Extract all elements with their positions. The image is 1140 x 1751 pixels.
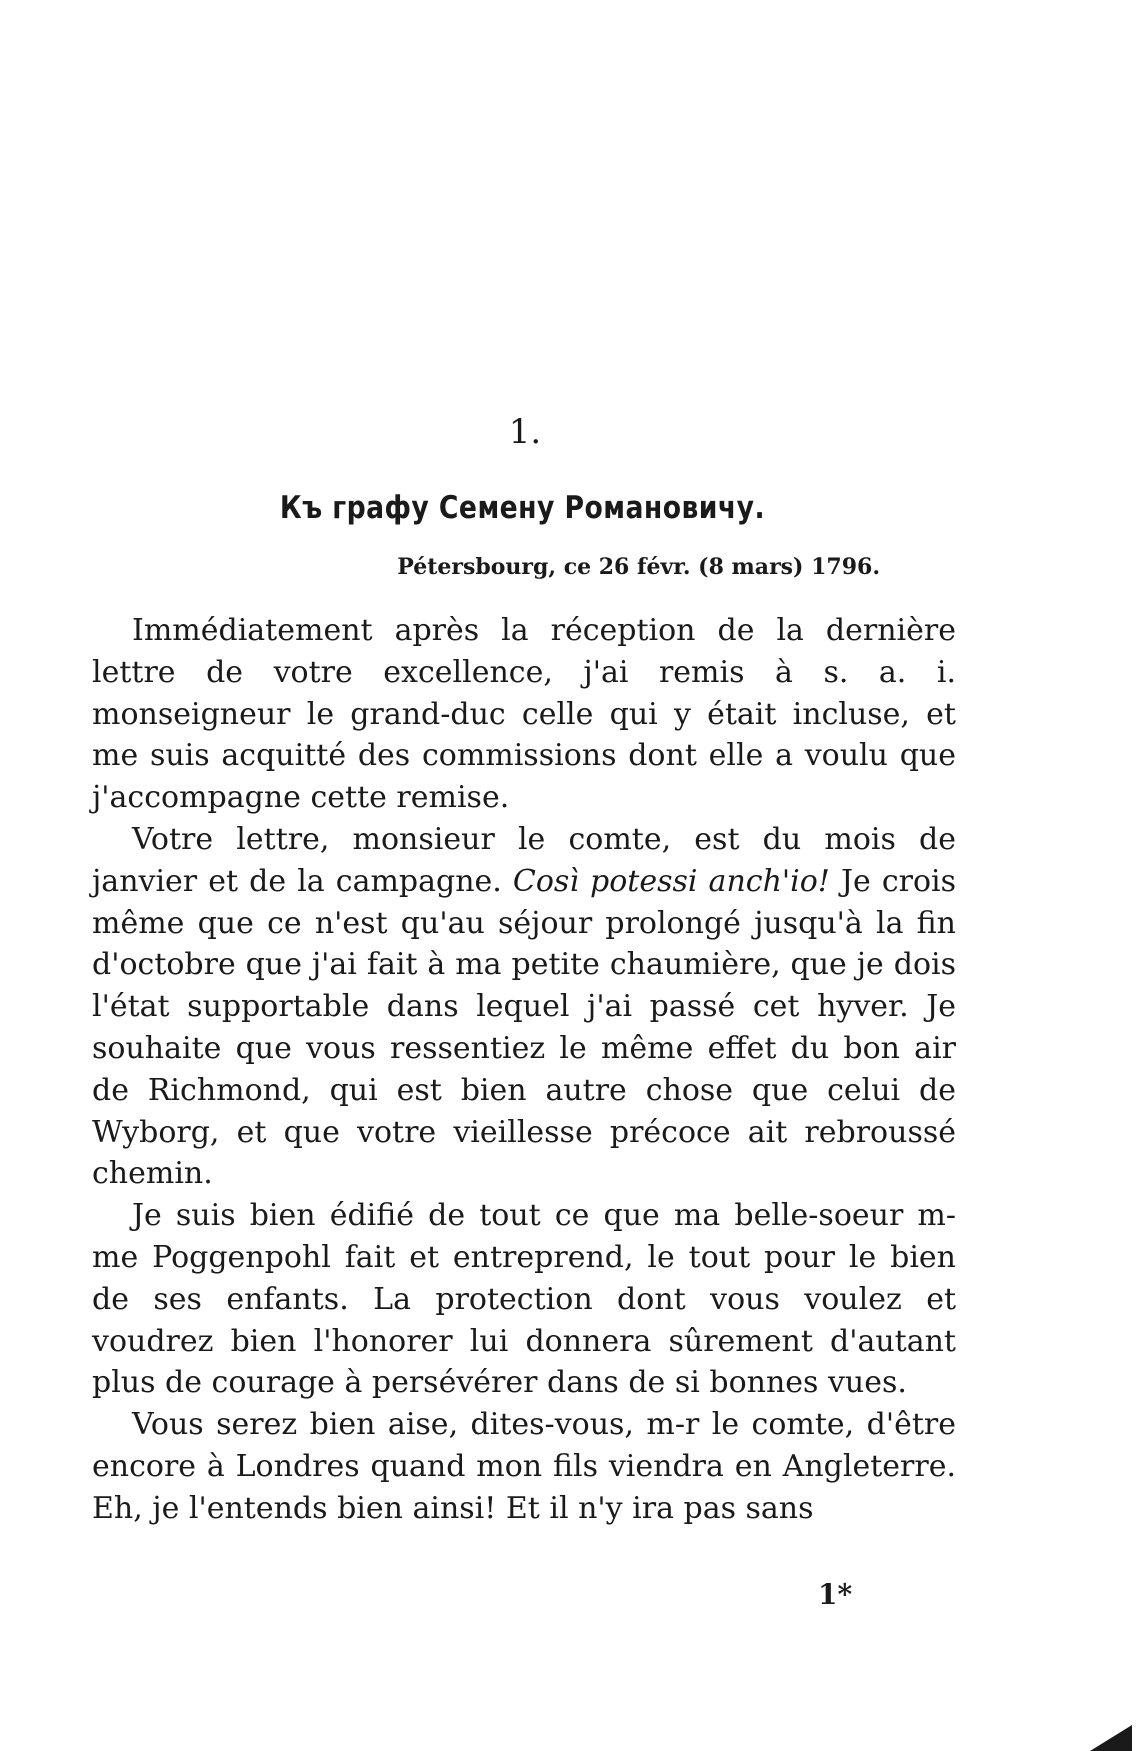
page-corner-mark xyxy=(1090,1725,1132,1751)
signature-mark: 1* xyxy=(818,1578,853,1611)
paragraph-3-text: Je suis bien édifié de tout ce que ma belle-soeur m-me Poggenpohl fait et entreprend, le tout pour le bien de ses enfants. La protection dont vous voulez et voudrez bien l'honorer lui donnera sûrement d'autant plus de courage à persévérer dans de si bonnes vues. xyxy=(92,1198,956,1401)
letter-body xyxy=(92,610,956,1530)
paragraph-3 xyxy=(92,1195,956,1404)
paragraph-4-text: Vous serez bien aise, dites-vous, m-r le comte, d'être encore à Londres quand mon fils viendra en Angleterre. Eh, je l'entends bien ainsi! Et il n'y ira pas sans xyxy=(92,1407,956,1526)
paragraph-1-text: Immédiatement après la réception de la dernière lettre de votre excellence, j'ai remis à s. a. i. monseigneur le grand-duc celle qui y était incluse, et me suis acquitté des commissions dont elle a voulu que j'accompagne cette remise. xyxy=(92,613,956,816)
paragraph-4 xyxy=(92,1404,956,1529)
paragraph-1 xyxy=(92,610,956,819)
italian-quote: Così potessi anch'io! xyxy=(512,863,830,899)
paragraph-2-text-start: Votre lettre, monsieur le comte, est du mois de janvier et de la campagne. xyxy=(92,821,956,899)
dateline: Pétersbourg, ce 26 févr. (8 mars) 1796. xyxy=(397,554,880,580)
addressee-heading: Къ графу Семену Романовичу. xyxy=(279,490,766,526)
paragraph-2-text-end: Je crois même que ce n'est qu'au séjour prolongé jusqu'à la fin d'octobre que j'ai fait à ma petite chaumière, que je dois l'état supportable dans lequel j'ai passé cet hyver. Je souhaite que vous ressentiez le même effet du bon air de Richmond, qui est bien autre chose que celui de Wyborg, et que votre vieillesse précoce ait rebroussé chemin. xyxy=(92,863,957,1192)
paragraph-2 xyxy=(92,819,956,1195)
letter-number: 1. xyxy=(508,412,542,452)
